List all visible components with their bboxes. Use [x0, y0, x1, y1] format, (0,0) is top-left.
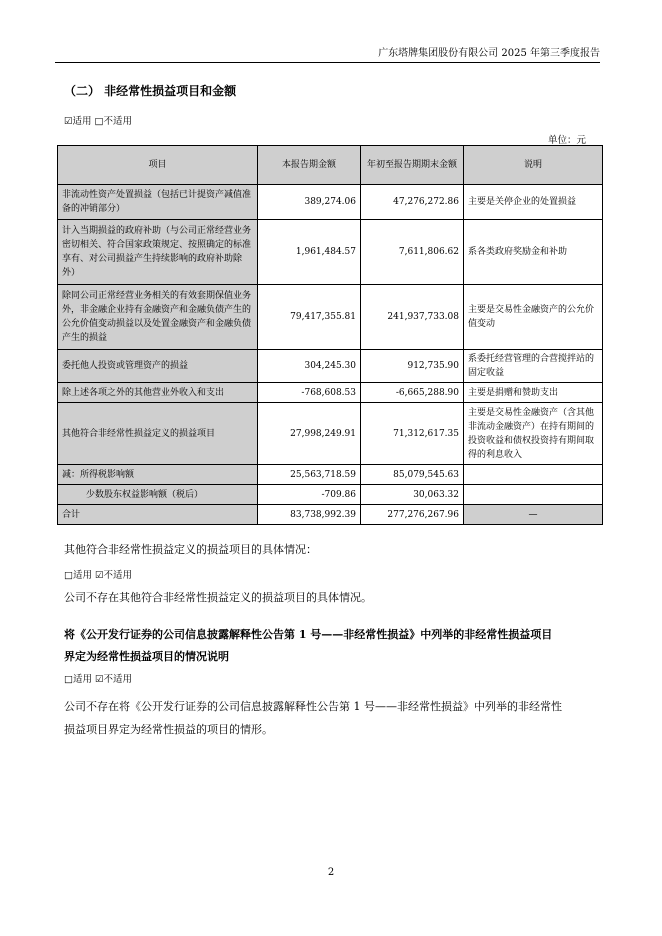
row-ytd: 277,276,267.96 — [361, 505, 464, 525]
row-note: — — [464, 505, 603, 525]
row-current: 27,998,249.91 — [258, 403, 361, 465]
table-row — [58, 383, 603, 403]
row-item: 减：所得税影响额 — [58, 465, 258, 485]
page-number: 2 — [327, 867, 335, 878]
row-current: 389,274.06 — [258, 185, 361, 220]
row-current: -709.86 — [258, 485, 361, 505]
row-note: 主要是交易性金融资产的公允价值变动 — [464, 285, 603, 350]
row-current: 83,738,992.39 — [258, 505, 361, 525]
page-header — [55, 44, 600, 63]
header-current: 本报告期金额 — [258, 146, 361, 185]
row-item: 除上述各项之外的其他营业外收入和支出 — [58, 383, 258, 403]
table-row — [58, 350, 603, 383]
recurring-title-line1: 将《公开发行证券的公司信息披露解释性公告第 1 号——非经常性损益》中列举的非经常性损益项目 — [64, 628, 553, 641]
table-row — [58, 403, 603, 465]
row-current: 79,417,355.81 — [258, 285, 361, 350]
applicability-checkbox-1: ☑适用 □不适用 — [64, 116, 133, 127]
header-note: 说明 — [464, 146, 603, 185]
applicability-checkbox-2: □适用 ☑不适用 — [64, 570, 133, 581]
row-item: 少数股东权益影响额（税后） — [58, 485, 258, 505]
row-item: 计入当期损益的政府补助（与公司正常经营业务密切相关、符合国家政策规定、按照确定的标准享有、对公司损益产生持续影响的政府补助除外） — [58, 220, 258, 285]
unit-label: 单位：元 — [547, 135, 586, 146]
table-header-row — [58, 146, 603, 185]
table-row — [58, 285, 603, 350]
other-items-text: 公司不存在其他符合非经常性损益定义的损益项目的具体情况。 — [64, 591, 372, 604]
row-current: 1,961,484.57 — [258, 220, 361, 285]
row-ytd: 30,063.32 — [361, 485, 464, 505]
row-item: 合计 — [58, 505, 258, 525]
row-ytd: 7,611,806.62 — [361, 220, 464, 285]
row-current: 304,245.30 — [258, 350, 361, 383]
row-ytd: 47,276,272.86 — [361, 185, 464, 220]
row-ytd: -6,665,288.90 — [361, 383, 464, 403]
row-item: 除同公司正常经营业务相关的有效套期保值业务外，非金融企业持有金融资产和金融负债产生的公允价值变动损益以及处置金融资产和金融负债产生的损益 — [58, 285, 258, 350]
row-item: 非流动性资产处置损益（包括已计提资产减值准备的冲销部分） — [58, 185, 258, 220]
header-title: 广东塔牌集团股份有限公司 2025 年第三季度报告 — [378, 48, 600, 59]
header-ytd: 年初至报告期期末金额 — [361, 146, 464, 185]
table-row — [58, 485, 603, 505]
recurring-title-line2: 界定为经常性损益项目的情况说明 — [64, 650, 229, 663]
table-row — [58, 185, 603, 220]
row-item: 其他符合非经常性损益定义的损益项目 — [58, 403, 258, 465]
table-row — [58, 465, 603, 485]
applicability-checkbox-3: □适用 ☑不适用 — [64, 674, 133, 685]
header-item: 项目 — [58, 146, 258, 185]
row-note: 主要是交易性金融资产（含其他非流动金融资产）在持有期间的投资收益和债权投资持有期间取得的利息收入 — [464, 403, 603, 465]
row-current: -768,608.53 — [258, 383, 361, 403]
non-recurring-table — [57, 145, 603, 525]
row-current: 25,563,718.59 — [258, 465, 361, 485]
row-note — [464, 485, 603, 505]
row-note: 主要是捐赠和赞助支出 — [464, 383, 603, 403]
section-title: （二） 非经常性损益项目和金额 — [64, 84, 237, 98]
row-ytd: 912,735.90 — [361, 350, 464, 383]
recurring-text-line2: 损益项目界定为经常性损益的项目的情形。 — [64, 723, 273, 736]
row-note: 系委托经营管理的合营搅拌站的固定收益 — [464, 350, 603, 383]
row-item: 委托他人投资或管理资产的损益 — [58, 350, 258, 383]
table-row — [58, 220, 603, 285]
other-items-title: 其他符合非经常性损益定义的损益项目的具体情况： — [64, 543, 317, 556]
row-note: 系各类政府奖励金和补助 — [464, 220, 603, 285]
row-note — [464, 465, 603, 485]
row-note: 主要是关停企业的处置损益 — [464, 185, 603, 220]
row-ytd: 71,312,617.35 — [361, 403, 464, 465]
table-row-total — [58, 505, 603, 525]
row-ytd: 241,937,733.08 — [361, 285, 464, 350]
recurring-text-line1: 公司不存在将《公开发行证券的公司信息披露解释性公告第 1 号——非经常性损益》中列举的非经常性 — [64, 700, 562, 713]
row-ytd: 85,079,545.63 — [361, 465, 464, 485]
